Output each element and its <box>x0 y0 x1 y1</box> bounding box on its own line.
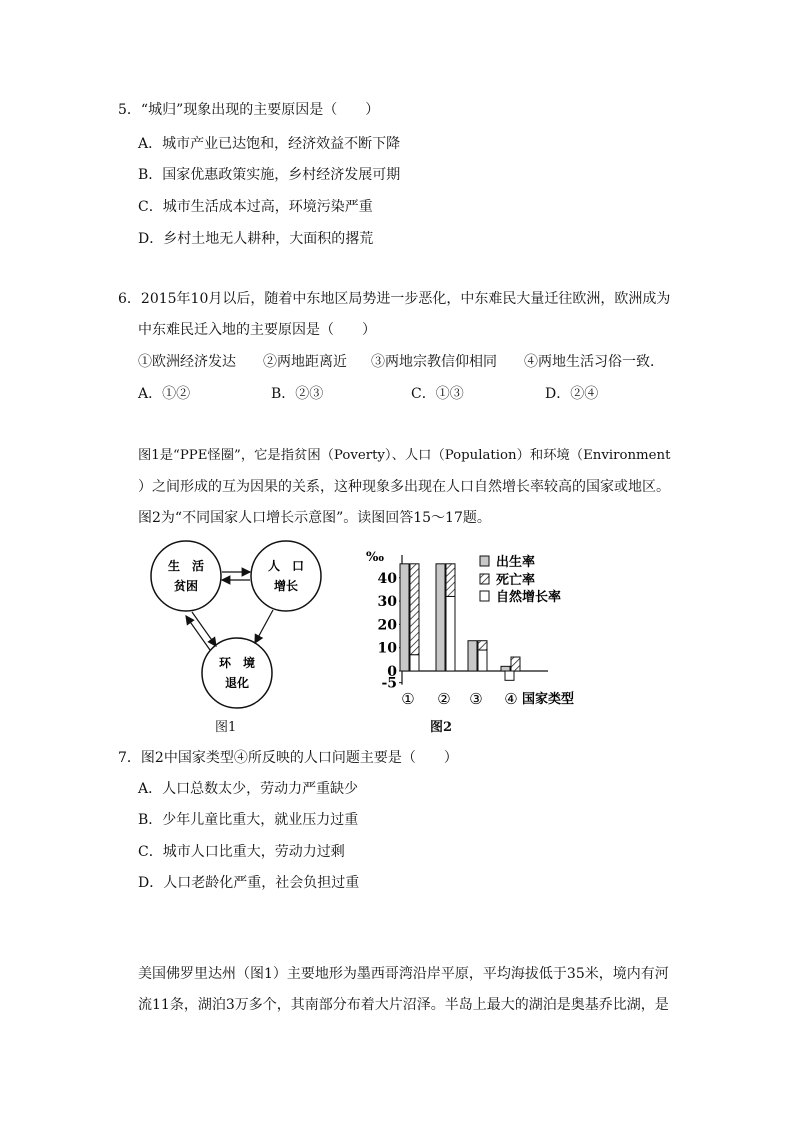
bar-death-3 <box>478 641 487 650</box>
bar-death-4 <box>511 657 520 671</box>
y-unit-label: ‰ <box>366 550 385 565</box>
q6-stem-line2: 中东难民迁入地的主要原因是（ ） <box>138 322 376 338</box>
intro-line1: 图1是“PPE怪圈”，它是指贫困（Poverty）、人口（Population）和环境（Environment <box>138 448 671 463</box>
legend-label-2: 死亡率 <box>496 573 536 588</box>
node-population <box>251 541 321 611</box>
q7-option-b: B．少年儿童比重大，就业压力过重 <box>138 812 359 828</box>
q6-stem-line1: 6．2015年10月以后，随着中东地区局势进一步恶化，中东难民大量迁往欧洲，欧洲成为 <box>118 291 671 307</box>
q7-stem: 7．图2中国家类型④所反映的人口问题主要是（ ） <box>118 750 458 766</box>
q6-option-b: B．②③ <box>271 386 324 402</box>
x-category-label-4: ④ <box>504 690 518 708</box>
legend-swatch-2 <box>480 574 489 584</box>
x-category-label-2: ② <box>437 690 451 708</box>
figure2-caption: 图2 <box>430 720 453 735</box>
node-population-line2: 增长 <box>273 579 299 593</box>
q6-item-3: ③两地宗教信仰相同 <box>371 354 497 370</box>
node-population-line1: 人 口 <box>267 559 305 573</box>
legend-swatch-1 <box>480 556 489 566</box>
y-tick-label-4: 30 <box>377 594 397 611</box>
node-environment-line1: 环 境 <box>218 656 256 670</box>
q6-option-a: A．①② <box>138 386 191 402</box>
q7-option-d: D．人口老龄化严重，社会负担过重 <box>138 875 360 891</box>
bar-birth-2 <box>436 564 445 671</box>
bar-natural-4 <box>505 671 514 680</box>
q6-option-c: C．①③ <box>411 386 464 402</box>
legend-label-1: 出生率 <box>496 555 536 570</box>
q7-option-a: A．人口总数太少，劳动力严重缺少 <box>138 781 359 797</box>
y-tick-label-0: -5 <box>381 675 397 692</box>
y-tick-label-1: 0 <box>387 664 397 680</box>
figure1-caption: 图1 <box>215 720 237 735</box>
q5-option-c: C．城市生活成本过高，环境污染严重 <box>138 199 373 215</box>
bar-death-1 <box>410 564 419 655</box>
q5-option-a: A．城市产业已达饱和，经济效益不断下降 <box>138 136 401 152</box>
bar-natural-2 <box>446 596 455 671</box>
q5-option-b: B．国家优惠政策实施，乡村经济发展可期 <box>138 167 401 183</box>
y-tick-label-5: 40 <box>377 570 397 587</box>
figure2-bar-chart <box>364 545 604 710</box>
x-category-label-3: ③ <box>469 690 483 708</box>
bar-birth-4 <box>501 666 510 671</box>
y-tick-label-2: 10 <box>377 640 397 657</box>
bar-death-2 <box>446 564 455 597</box>
arrow-population-to-environment <box>255 610 273 643</box>
legend-label-3: 自然增长率 <box>496 590 562 605</box>
q6-item-2: ②两地距离近 <box>263 354 347 370</box>
q6-item-1: ①欧洲经济发达 <box>138 354 236 370</box>
node-environment <box>202 638 272 708</box>
bar-natural-3 <box>478 650 487 671</box>
node-poverty <box>151 541 221 611</box>
q5-option-d: D．乡村土地无人耕种，大面积的撂荒 <box>138 231 374 247</box>
bar-birth-1 <box>400 564 409 671</box>
node-poverty-line1: 生 活 <box>167 559 205 573</box>
q7-option-c: C．城市人口比重大，劳动力过剩 <box>138 844 345 860</box>
legend-swatch-3 <box>480 591 489 601</box>
bar-birth-3 <box>468 641 477 671</box>
x-axis-label: 国家类型 <box>522 692 575 707</box>
florida-line2: 流11条，湖泊3万多个，其南部分布着大片沼泽。半岛上最大的湖泊是奥基乔比湖，是 <box>138 997 669 1013</box>
node-poverty-line2: 贫困 <box>173 579 199 593</box>
bar-natural-1 <box>410 655 419 671</box>
q6-option-d: D．②④ <box>545 386 599 402</box>
y-tick-label-3: 20 <box>377 617 397 634</box>
q6-item-4: ④两地生活习俗一致． <box>524 354 664 370</box>
x-category-label-1: ① <box>401 690 415 708</box>
intro-line2: ）之间形成的互为因果的关系，这种现象多出现在人口自然增长率较高的国家或地区。 <box>138 479 670 495</box>
florida-line1: 美国佛罗里达州（图1）主要地形为墨西哥湾沿岸平原，平均海拔低于35米，境内有河 <box>138 966 669 982</box>
node-environment-line2: 退化 <box>224 676 250 690</box>
figure1-ppe-diagram <box>140 540 340 715</box>
intro-line3: 图2为“不同国家人口增长示意图”。读图回答15～17题。 <box>138 510 491 526</box>
q5-stem: 5．“城归”现象出现的主要原因是（ ） <box>118 102 380 118</box>
